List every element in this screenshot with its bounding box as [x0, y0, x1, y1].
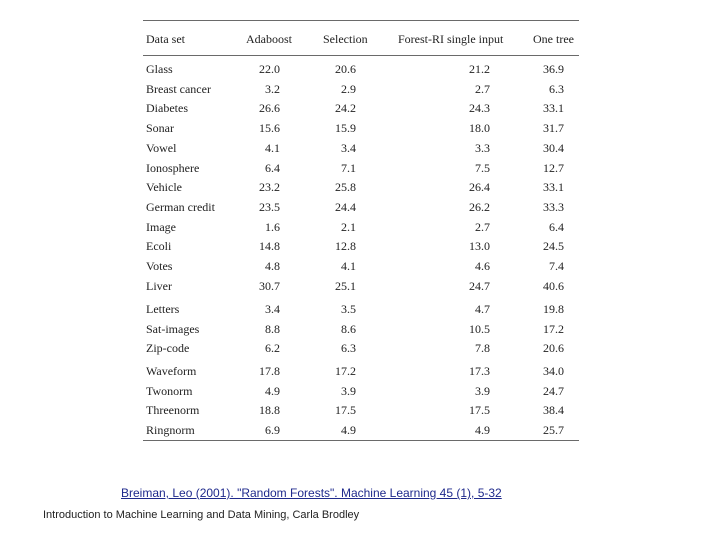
- table-row: [143, 341, 579, 360]
- error-value-cell: 33.1: [543, 101, 564, 116]
- error-value-cell: 40.6: [543, 278, 564, 293]
- error-value-cell: 24.3: [469, 101, 490, 116]
- error-value-cell: 7.8: [475, 341, 490, 356]
- table-row: [143, 200, 579, 219]
- error-value-cell: 26.4: [469, 180, 490, 195]
- dataset-name-cell: Waveform: [146, 364, 197, 378]
- table-row: [143, 423, 579, 442]
- table-row: [143, 141, 579, 160]
- error-value-cell: 3.4: [265, 302, 280, 316]
- table-row: [143, 279, 579, 298]
- dataset-name-cell: Letters: [146, 302, 180, 316]
- table-header-row: [143, 32, 579, 51]
- error-value-cell: 6.4: [265, 160, 280, 175]
- table-row: [143, 259, 579, 278]
- error-value-cell: 17.5: [469, 403, 490, 418]
- error-value-cell: 33.1: [543, 180, 564, 195]
- error-value-cell: 24.5: [543, 239, 564, 254]
- table-row: [143, 239, 579, 258]
- error-value-cell: 8.8: [265, 321, 280, 336]
- table-row: [143, 180, 579, 199]
- error-value-cell: 34.0: [543, 364, 564, 378]
- error-value-cell: 25.1: [335, 278, 356, 293]
- error-value-cell: 18.8: [259, 403, 280, 418]
- error-value-cell: 4.6: [475, 259, 490, 273]
- error-value-cell: 3.3: [475, 140, 490, 155]
- error-value-cell: 38.4: [543, 403, 564, 418]
- dataset-name-cell: Diabetes: [146, 101, 188, 116]
- error-value-cell: 33.3: [543, 199, 564, 214]
- error-value-cell: 12.7: [543, 160, 564, 175]
- error-value-cell: 7.4: [549, 259, 564, 273]
- error-value-cell: 3.9: [475, 383, 490, 398]
- error-value-cell: 24.7: [543, 383, 564, 398]
- error-value-cell: 7.1: [341, 160, 356, 175]
- error-value-cell: 6.3: [549, 81, 564, 96]
- header-cell: Selection: [323, 32, 368, 46]
- dataset-name-cell: Ionosphere: [146, 160, 200, 175]
- dataset-name-cell: Sonar: [146, 121, 174, 136]
- table-row: [143, 101, 579, 120]
- dataset-name-cell: Vehicle: [146, 180, 182, 195]
- error-value-cell: 36.9: [543, 62, 564, 76]
- error-value-cell: 26.6: [259, 101, 280, 116]
- dataset-name-cell: Ringnorm: [146, 423, 195, 438]
- results-table: [143, 20, 579, 441]
- header-cell: Data set: [146, 32, 185, 46]
- error-value-cell: 21.2: [469, 62, 490, 76]
- error-value-cell: 22.0: [259, 62, 280, 76]
- error-value-cell: 17.5: [335, 403, 356, 418]
- header-cell: Adaboost: [246, 32, 292, 46]
- error-value-cell: 31.7: [543, 121, 564, 136]
- error-value-cell: 6.4: [549, 219, 564, 234]
- error-value-cell: 3.2: [265, 81, 280, 96]
- footer-text: Introduction to Machine Learning and Data Mining, Carla Brodley: [43, 509, 360, 521]
- error-value-cell: 4.9: [475, 423, 490, 438]
- table-row: [143, 121, 579, 140]
- error-value-cell: 17.2: [543, 321, 564, 336]
- dataset-name-cell: Glass: [146, 62, 173, 76]
- error-value-cell: 1.6: [265, 219, 280, 234]
- error-value-cell: 2.9: [341, 81, 356, 96]
- error-value-cell: 4.8: [265, 259, 280, 273]
- header-cell: Forest-RI single input: [398, 32, 504, 46]
- error-value-cell: 4.1: [341, 259, 356, 273]
- table-row: [143, 62, 579, 81]
- header-divider: [143, 55, 579, 56]
- dataset-name-cell: Twonorm: [146, 383, 193, 398]
- error-value-cell: 12.8: [335, 239, 356, 254]
- dataset-name-cell: Breast cancer: [146, 81, 211, 96]
- error-value-cell: 23.5: [259, 199, 280, 214]
- dataset-name-cell: Threenorm: [146, 403, 200, 418]
- error-value-cell: 10.5: [469, 321, 490, 336]
- dataset-name-cell: Sat-images: [146, 321, 200, 336]
- table-row: [143, 220, 579, 239]
- table-row: [143, 403, 579, 422]
- error-value-cell: 2.7: [475, 219, 490, 234]
- error-value-cell: 17.8: [259, 364, 280, 378]
- error-value-cell: 6.3: [341, 341, 356, 356]
- error-value-cell: 3.4: [341, 140, 356, 155]
- error-value-cell: 4.7: [475, 302, 490, 316]
- error-value-cell: 17.3: [469, 364, 490, 378]
- error-value-cell: 20.6: [335, 62, 356, 76]
- error-value-cell: 6.9: [265, 423, 280, 438]
- error-value-cell: 2.1: [341, 219, 356, 234]
- citation-link[interactable]: Breiman, Leo (2001). "Random Forests". Machine Learning 45 (1), 5-32: [121, 486, 502, 500]
- dataset-name-cell: Image: [146, 219, 176, 234]
- dataset-name-cell: Ecoli: [146, 239, 172, 254]
- error-value-cell: 4.9: [341, 423, 356, 438]
- dataset-name-cell: German credit: [146, 199, 215, 214]
- error-value-cell: 23.2: [259, 180, 280, 195]
- error-value-cell: 24.4: [335, 199, 356, 214]
- error-value-cell: 30.7: [259, 278, 280, 293]
- table-row: [143, 302, 579, 321]
- table-row: [143, 82, 579, 101]
- error-value-cell: 4.1: [265, 140, 280, 155]
- error-value-cell: 25.7: [543, 423, 564, 438]
- table-row: [143, 161, 579, 180]
- error-value-cell: 15.9: [335, 121, 356, 136]
- error-value-cell: 6.2: [265, 341, 280, 356]
- dataset-name-cell: Vowel: [146, 140, 177, 155]
- error-value-cell: 25.8: [335, 180, 356, 195]
- dataset-name-cell: Liver: [146, 278, 172, 293]
- error-value-cell: 26.2: [469, 199, 490, 214]
- error-value-cell: 20.6: [543, 341, 564, 356]
- error-value-cell: 30.4: [543, 140, 564, 155]
- table-row: [143, 364, 579, 383]
- error-value-cell: 18.0: [469, 121, 490, 136]
- error-value-cell: 24.7: [469, 278, 490, 293]
- error-value-cell: 13.0: [469, 239, 490, 254]
- table-row: [143, 322, 579, 341]
- error-value-cell: 19.8: [543, 302, 564, 316]
- table-row: [143, 384, 579, 403]
- error-value-cell: 8.6: [341, 321, 356, 336]
- error-value-cell: 24.2: [335, 101, 356, 116]
- header-cell: One tree: [533, 32, 574, 46]
- dataset-name-cell: Votes: [146, 259, 173, 273]
- error-value-cell: 4.9: [265, 383, 280, 398]
- error-value-cell: 3.5: [341, 302, 356, 316]
- dataset-name-cell: Zip-code: [146, 341, 190, 356]
- error-value-cell: 7.5: [475, 160, 490, 175]
- error-value-cell: 3.9: [341, 383, 356, 398]
- error-value-cell: 14.8: [259, 239, 280, 254]
- error-value-cell: 2.7: [475, 81, 490, 96]
- error-value-cell: 17.2: [335, 364, 356, 378]
- error-value-cell: 15.6: [259, 121, 280, 136]
